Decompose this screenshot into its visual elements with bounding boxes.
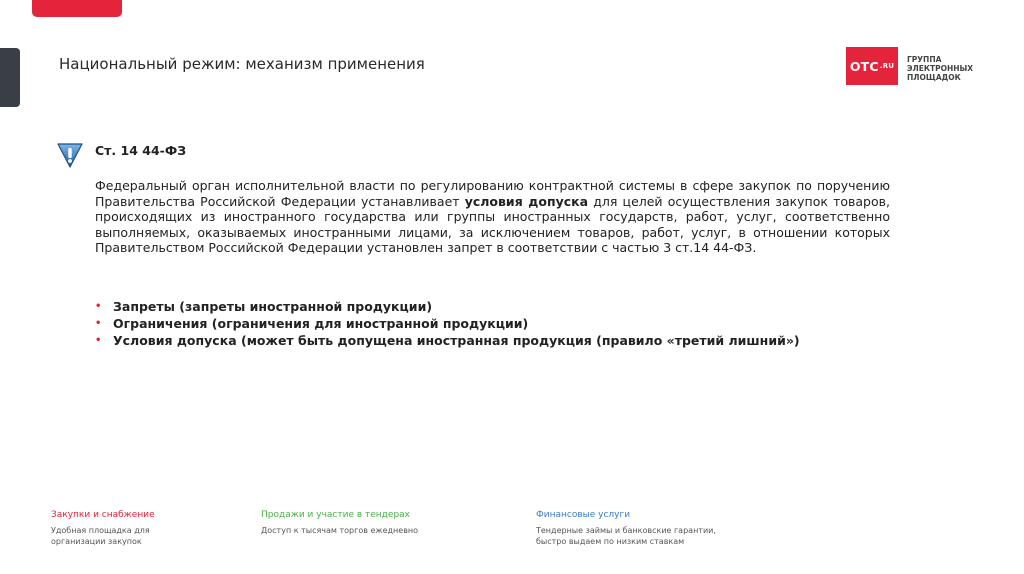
logo-mark <box>846 47 898 85</box>
article-reference: Ст. 14 44-ФЗ <box>95 143 187 158</box>
footer-column-finance <box>536 510 716 547</box>
slide-title: Национальный режим: механизм применения <box>59 55 425 73</box>
footer-title: Закупки и снабжение <box>51 510 155 520</box>
list-item <box>95 298 800 315</box>
paragraph-text-end: для целей осуществления закупок товаров, происходящих из иностранного государства или группы иностранных государств, работ, услуг, соответственно выполняемых, оказываемых иностранными лицами, за исключением товаров, работ, услуг, в отношении которых Правительством Российской Федерации установлен запрет в соответствии с частью 3 ст.14 44-ФЗ. <box>95 193 890 256</box>
footer-column-procurement <box>51 510 155 547</box>
list-item-text: Ограничения (ограничения для иностранной продукции) <box>113 316 529 331</box>
list-item <box>95 332 800 349</box>
footer-description: Доступ к тысячам торгов ежедневно <box>261 526 419 535</box>
bullet-icon: • <box>95 301 102 312</box>
otc-logo <box>846 47 987 85</box>
footer-description: организации закупок <box>51 537 142 546</box>
logo-caption <box>907 55 987 82</box>
logo-line: ЭЛЕКТРОННЫХ <box>907 64 974 73</box>
top-accent-bar <box>32 0 122 17</box>
logo-line: ПЛОЩАДОК <box>907 73 961 82</box>
paragraph-emphasis: условия допуска <box>464 193 589 209</box>
footer-description: Удобная площадка для <box>51 526 150 535</box>
logo-mark-suffix: .RU <box>879 62 895 70</box>
logo-line: ГРУППА <box>907 55 942 64</box>
footer-title: Финансовые услуги <box>536 510 631 520</box>
logo-mark-text: OTC <box>849 58 879 74</box>
body-paragraph <box>95 178 890 256</box>
footer-title: Продажи и участие в тендерах <box>261 510 410 520</box>
footer-description: Тендерные займы и банковские гарантии, <box>536 526 716 535</box>
bullet-icon: • <box>95 318 102 329</box>
footer-description: быстро выдаем по низким ставкам <box>536 537 685 546</box>
side-tab <box>0 48 20 107</box>
list-item-text: Условия допуска (может быть допущена иностранная продукция (правило «третий лишний») <box>113 333 800 348</box>
restriction-list <box>95 298 800 349</box>
list-item-text: Запреты (запреты иностранной продукции) <box>113 299 433 314</box>
footer-column-sales <box>261 510 418 536</box>
paragraph-text-start: Федеральный орган исполнительной власти по регулированию контрактной системы в сфере закупок по поручению Правительства Российской Федерации устанавливает <box>95 178 890 209</box>
bullet-icon: • <box>95 335 102 346</box>
list-item <box>95 315 800 332</box>
warning-triangle-icon <box>56 141 84 169</box>
